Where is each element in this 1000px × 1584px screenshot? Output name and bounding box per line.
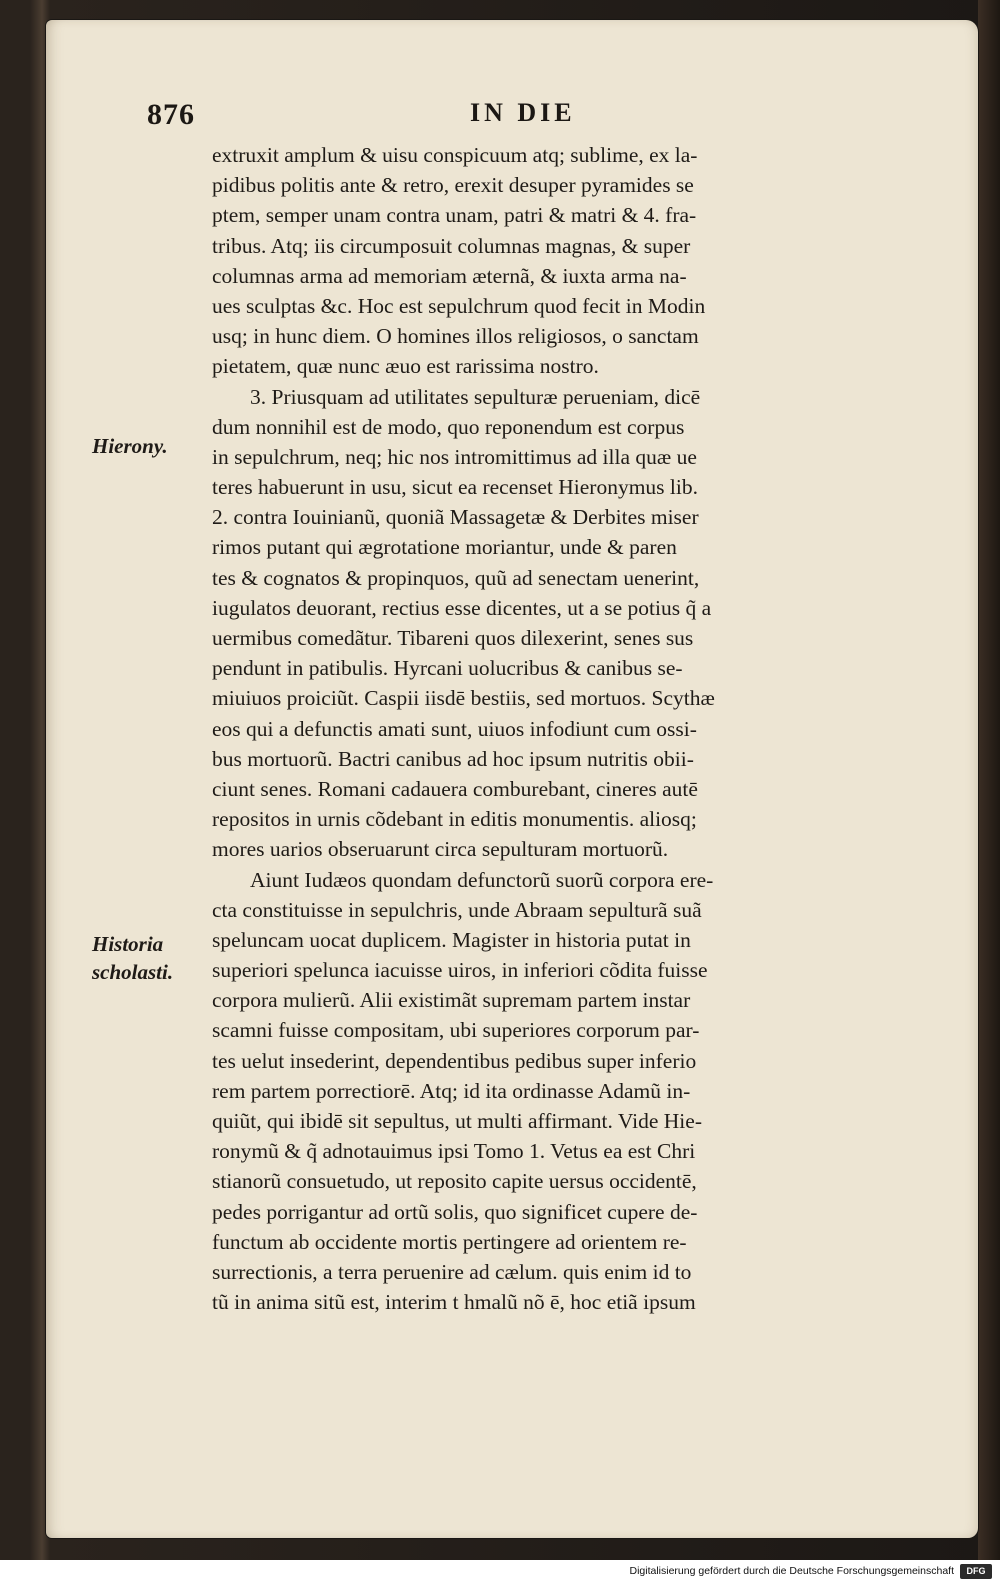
text-line: ptem, semper unam contra unam, patri & matri & 4. fra- xyxy=(212,203,697,228)
text-line: stianorũ consuetudo, ut reposito capite uersus occidentē, xyxy=(212,1169,697,1194)
text-line: mores uarios obseruarunt circa sepulturam mortuorũ. xyxy=(212,837,669,862)
page-number: 876 xyxy=(147,98,195,131)
body-text xyxy=(212,140,912,1317)
text-line: teres habuerunt in usu, sicut ea recenset Hieronymus lib. xyxy=(212,475,698,500)
text-line: tes uelut insederint, dependentibus pedibus super inferio xyxy=(212,1048,697,1073)
text-line: columnas arma ad memoriam æternã, & iuxta arma na- xyxy=(212,263,687,288)
text-line: iugulatos deuorant, rectius esse dicentes, ut a se potius q̃ a xyxy=(212,595,712,620)
text-line: quiũt, qui ibidē sit sepultus, ut multi affirmant. Vide Hie- xyxy=(212,1109,702,1133)
book-spine xyxy=(978,0,1000,1560)
text-line: speluncam uocat duplicem. Magister in historia putat in xyxy=(212,927,691,952)
text-line: Aiunt Iudæos quondam defunctorũ suorũ corpora ere- xyxy=(250,867,714,892)
text-line: tes & cognatos & propinquos, quũ ad senectam uenerint, xyxy=(212,565,700,590)
text-line: dum nonnihil est de modo, quo reponendum est corpus xyxy=(212,414,685,439)
text-line: ues sculptas &c. Hoc est sepulchrum quod fecit in Modin xyxy=(212,293,706,318)
text-line: pedes porrigantur ad ortũ solis, quo significet cupere de- xyxy=(212,1199,698,1224)
dfg-logo-icon: DFG xyxy=(960,1564,992,1579)
margin-note-historia: Historia scholasti. xyxy=(92,932,174,984)
text-line: superiori spelunca iacuisse uiros, in inferiori cõdita fuisse xyxy=(212,958,708,983)
text-line: pietatem, quæ nunc æuo est rarissima nostro. xyxy=(212,354,599,379)
text-line: ciunt senes. Romani cadauera comburebant, cineres autē xyxy=(212,776,698,801)
text-line: pidibus politis ante & retro, erexit desuper pyramides se xyxy=(212,173,694,198)
text-line: eos qui a defunctis amati sunt, uiuos infodiunt cum ossi- xyxy=(212,716,697,741)
text-line: repositos in urnis cõdebant in editis monumentis. aliosq; xyxy=(212,807,697,832)
text-line: functum ab occidente mortis pertingere ad orientem re- xyxy=(212,1229,687,1254)
text-line: tũ in anima sitũ est, interim t hmalũ nõ ē, hoc etiã ipsum xyxy=(212,1290,696,1315)
text-line: surrectionis, a terra peruenire ad cælum. quis enim id to xyxy=(212,1259,692,1284)
text-line: miuiuos proiciũt. Caspii iisdē bestiis, sed mortuos. Scythæ xyxy=(212,686,715,711)
text-line: extruxit amplum & uisu conspicuum atq; sublime, ex la- xyxy=(212,143,698,167)
text-line: scamni fuisse compositam, ubi superiores corporum par- xyxy=(212,1018,700,1043)
text-line: cta constituisse in sepulchris, unde Abraam sepulturã suã xyxy=(212,897,702,922)
text-line: tribus. Atq; iis circumposuit columnas magnas, & super xyxy=(212,233,691,258)
text-line: rem partem porrectiorē. Atq; id ita ordinasse Adamũ in- xyxy=(212,1078,691,1103)
text-line: 3. Priusquam ad utilitates sepulturæ perueniam, dicē xyxy=(250,384,701,409)
text-line: usq; in hunc diem. O homines illos religiosos, o sanctam xyxy=(212,324,699,349)
footer-bar xyxy=(0,1560,1000,1584)
text-line: uermibus comedãtur. Tibareni quos dilexerint, senes sus xyxy=(212,626,694,650)
text-line: 2. contra Iouinianũ, quoniã Massagetæ & Derbites miser xyxy=(212,505,699,530)
text-line: bus mortuorũ. Bactri canibus ad hoc ipsum nutritis obii- xyxy=(212,746,694,771)
funding-credit: Digitalisierung gefördert durch die Deutsche Forschungsgemeinschaft xyxy=(629,1565,954,1577)
text-line: pendunt in patibulis. Hyrcani uolucribus & canibus se- xyxy=(212,656,683,681)
text-line: ronymũ & q̃ adnotauimus ipsi Tomo 1. Vetus ea est Chri xyxy=(212,1139,696,1164)
text-line: in sepulchrum, neq; hic nos intromittimus ad illa quæ ue xyxy=(212,444,697,469)
text-line: corpora mulierũ. Alii existimãt supremam partem instar xyxy=(212,988,691,1013)
margin-note-hierony: Hierony. xyxy=(92,434,168,458)
running-head: IN DIE xyxy=(470,98,576,127)
text-line: rimos putant qui ægrotatione moriantur, unde & paren xyxy=(212,535,677,560)
